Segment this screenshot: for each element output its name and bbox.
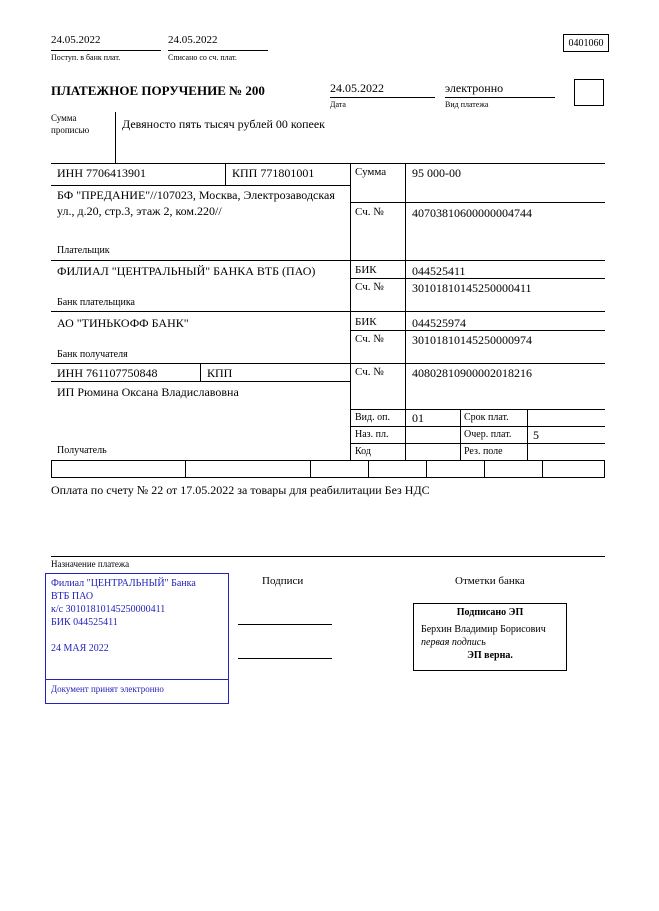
divider-line bbox=[51, 556, 605, 557]
payee-bank-section-label: Банк получателя bbox=[57, 349, 128, 360]
table-border bbox=[350, 163, 351, 460]
payer-bank-account-label: Сч. № bbox=[355, 281, 384, 293]
table-border bbox=[200, 363, 201, 381]
table-border bbox=[405, 163, 406, 460]
table-border bbox=[350, 278, 605, 279]
esign-name: Берхин Владимир Борисович bbox=[421, 624, 546, 635]
document-title: ПЛАТЕЖНОЕ ПОРУЧЕНИЕ № 200 bbox=[51, 83, 265, 98]
payee-section-label: Получатель bbox=[57, 445, 107, 456]
table-border bbox=[350, 443, 605, 444]
table-border bbox=[350, 426, 605, 427]
order-value: 5 bbox=[533, 428, 539, 442]
payer-inn: ИНН 7706413901 bbox=[57, 166, 146, 180]
stamp-line-2: ВТБ ПАО bbox=[51, 591, 94, 602]
esign-kind: первая подпись bbox=[421, 637, 486, 648]
document-date-label: Дата bbox=[330, 100, 346, 109]
table-border bbox=[460, 409, 461, 460]
code-label: Код bbox=[355, 446, 371, 457]
bank-marks-label: Отметки банка bbox=[455, 575, 525, 587]
stamp-date: 24 МАЯ 2022 bbox=[51, 643, 109, 654]
document-date: 24.05.2022 bbox=[330, 81, 435, 98]
table-border bbox=[368, 460, 369, 477]
table-border bbox=[426, 460, 427, 477]
table-border bbox=[185, 460, 186, 477]
form-code-box: 0401060 bbox=[563, 34, 609, 52]
stamp-bik: БИК 044525411 bbox=[51, 617, 118, 628]
stamp-note: Документ принят электронно bbox=[51, 684, 164, 694]
payment-type: электронно bbox=[445, 81, 555, 98]
received-date: 24.05.2022 bbox=[51, 34, 161, 51]
payee-bank-account-label: Сч. № bbox=[355, 333, 384, 345]
amount-label: Сумма bbox=[355, 166, 387, 178]
payer-bank-bik: 044525411 bbox=[412, 264, 466, 278]
payee-account-label: Сч. № bbox=[355, 366, 384, 378]
payer-kpp: КПП 771801001 bbox=[232, 166, 315, 180]
table-border bbox=[484, 460, 485, 477]
op-kind-label: Вид. оп. bbox=[355, 412, 390, 423]
stamp-corr-account: к/с 30101810145250000411 bbox=[51, 604, 166, 615]
table-border bbox=[51, 381, 350, 382]
payer-bank-name: ФИЛИАЛ "ЦЕНТРАЛЬНЫЙ" БАНКА ВТБ (ПАО) bbox=[57, 264, 316, 278]
amount-in-words-label: Сумма прописью bbox=[51, 113, 90, 136]
purpose-code-label: Наз. пл. bbox=[355, 429, 389, 440]
stamp-line-1: Филиал "ЦЕНТРАЛЬНЫЙ" Банка bbox=[51, 578, 196, 589]
table-border bbox=[51, 477, 605, 478]
signature-line-1 bbox=[238, 624, 332, 625]
table-border bbox=[310, 460, 311, 477]
reserve-label: Рез. поле bbox=[464, 446, 503, 457]
payee-account: 40802810900002018216 bbox=[412, 366, 532, 380]
signature-line-2 bbox=[238, 658, 332, 659]
debited-date-label: Списано со сч. плат. bbox=[168, 53, 237, 62]
payee-kpp-label: КПП bbox=[207, 366, 233, 380]
table-border bbox=[527, 409, 528, 460]
purpose-label: Назначение платежа bbox=[51, 559, 130, 569]
table-border bbox=[604, 460, 605, 477]
table-border bbox=[51, 260, 605, 261]
table-border bbox=[51, 363, 605, 364]
purpose-text: Оплата по счету № 22 от 17.05.2022 за товары для реабилитации Без НДС bbox=[51, 483, 430, 497]
payer-section-label: Плательщик bbox=[57, 245, 110, 256]
table-border bbox=[225, 163, 226, 185]
received-date-label: Поступ. в банк плат. bbox=[51, 53, 121, 62]
payer-bank-section-label: Банк плательщика bbox=[57, 297, 135, 308]
payee-bank-account: 30101810145250000974 bbox=[412, 333, 532, 347]
payer-account: 40703810600000004744 bbox=[412, 206, 532, 220]
table-border bbox=[51, 163, 605, 164]
payer-name: БФ "ПРЕДАНИЕ"//107023, Москва, Электрозаводская ул., д.20, стр.3, этаж 2, ком.220// bbox=[57, 188, 335, 218]
term-label: Срок плат. bbox=[464, 412, 509, 423]
divider-line bbox=[115, 112, 116, 163]
table-border bbox=[350, 330, 605, 331]
payment-type-label: Вид платежа bbox=[445, 100, 489, 109]
payer-bank-bik-label: БИК bbox=[355, 264, 377, 276]
esign-title: Подписано ЭП bbox=[456, 607, 524, 618]
payee-bank-bik-label: БИК bbox=[355, 316, 377, 328]
payee-bank-bik: 044525974 bbox=[412, 316, 466, 330]
signatures-label: Подписи bbox=[262, 575, 304, 587]
payer-account-label: Сч. № bbox=[355, 206, 384, 218]
table-border bbox=[51, 311, 605, 312]
table-border bbox=[542, 460, 543, 477]
status-box bbox=[574, 79, 604, 106]
table-border bbox=[51, 460, 52, 477]
table-border bbox=[350, 409, 605, 410]
table-border bbox=[350, 202, 605, 203]
debited-date: 24.05.2022 bbox=[168, 34, 268, 51]
amount-in-words-value: Девяносто пять тысяч рублей 00 копеек bbox=[122, 117, 326, 131]
op-kind-value: 01 bbox=[412, 411, 424, 425]
payee-inn: ИНН 761107750848 bbox=[57, 366, 158, 380]
order-label: Очер. плат. bbox=[464, 429, 512, 440]
payee-name: ИП Рюмина Оксана Владиславовна bbox=[57, 385, 239, 399]
table-border bbox=[51, 185, 350, 186]
esign-status: ЭП верна. bbox=[467, 650, 513, 661]
payer-bank-account: 30101810145250000411 bbox=[412, 281, 532, 295]
payee-bank-name: АО "ТИНЬКОФФ БАНК" bbox=[57, 316, 189, 330]
table-border bbox=[51, 460, 605, 461]
amount-value: 95 000-00 bbox=[412, 166, 461, 180]
stamp-divider bbox=[46, 679, 228, 680]
